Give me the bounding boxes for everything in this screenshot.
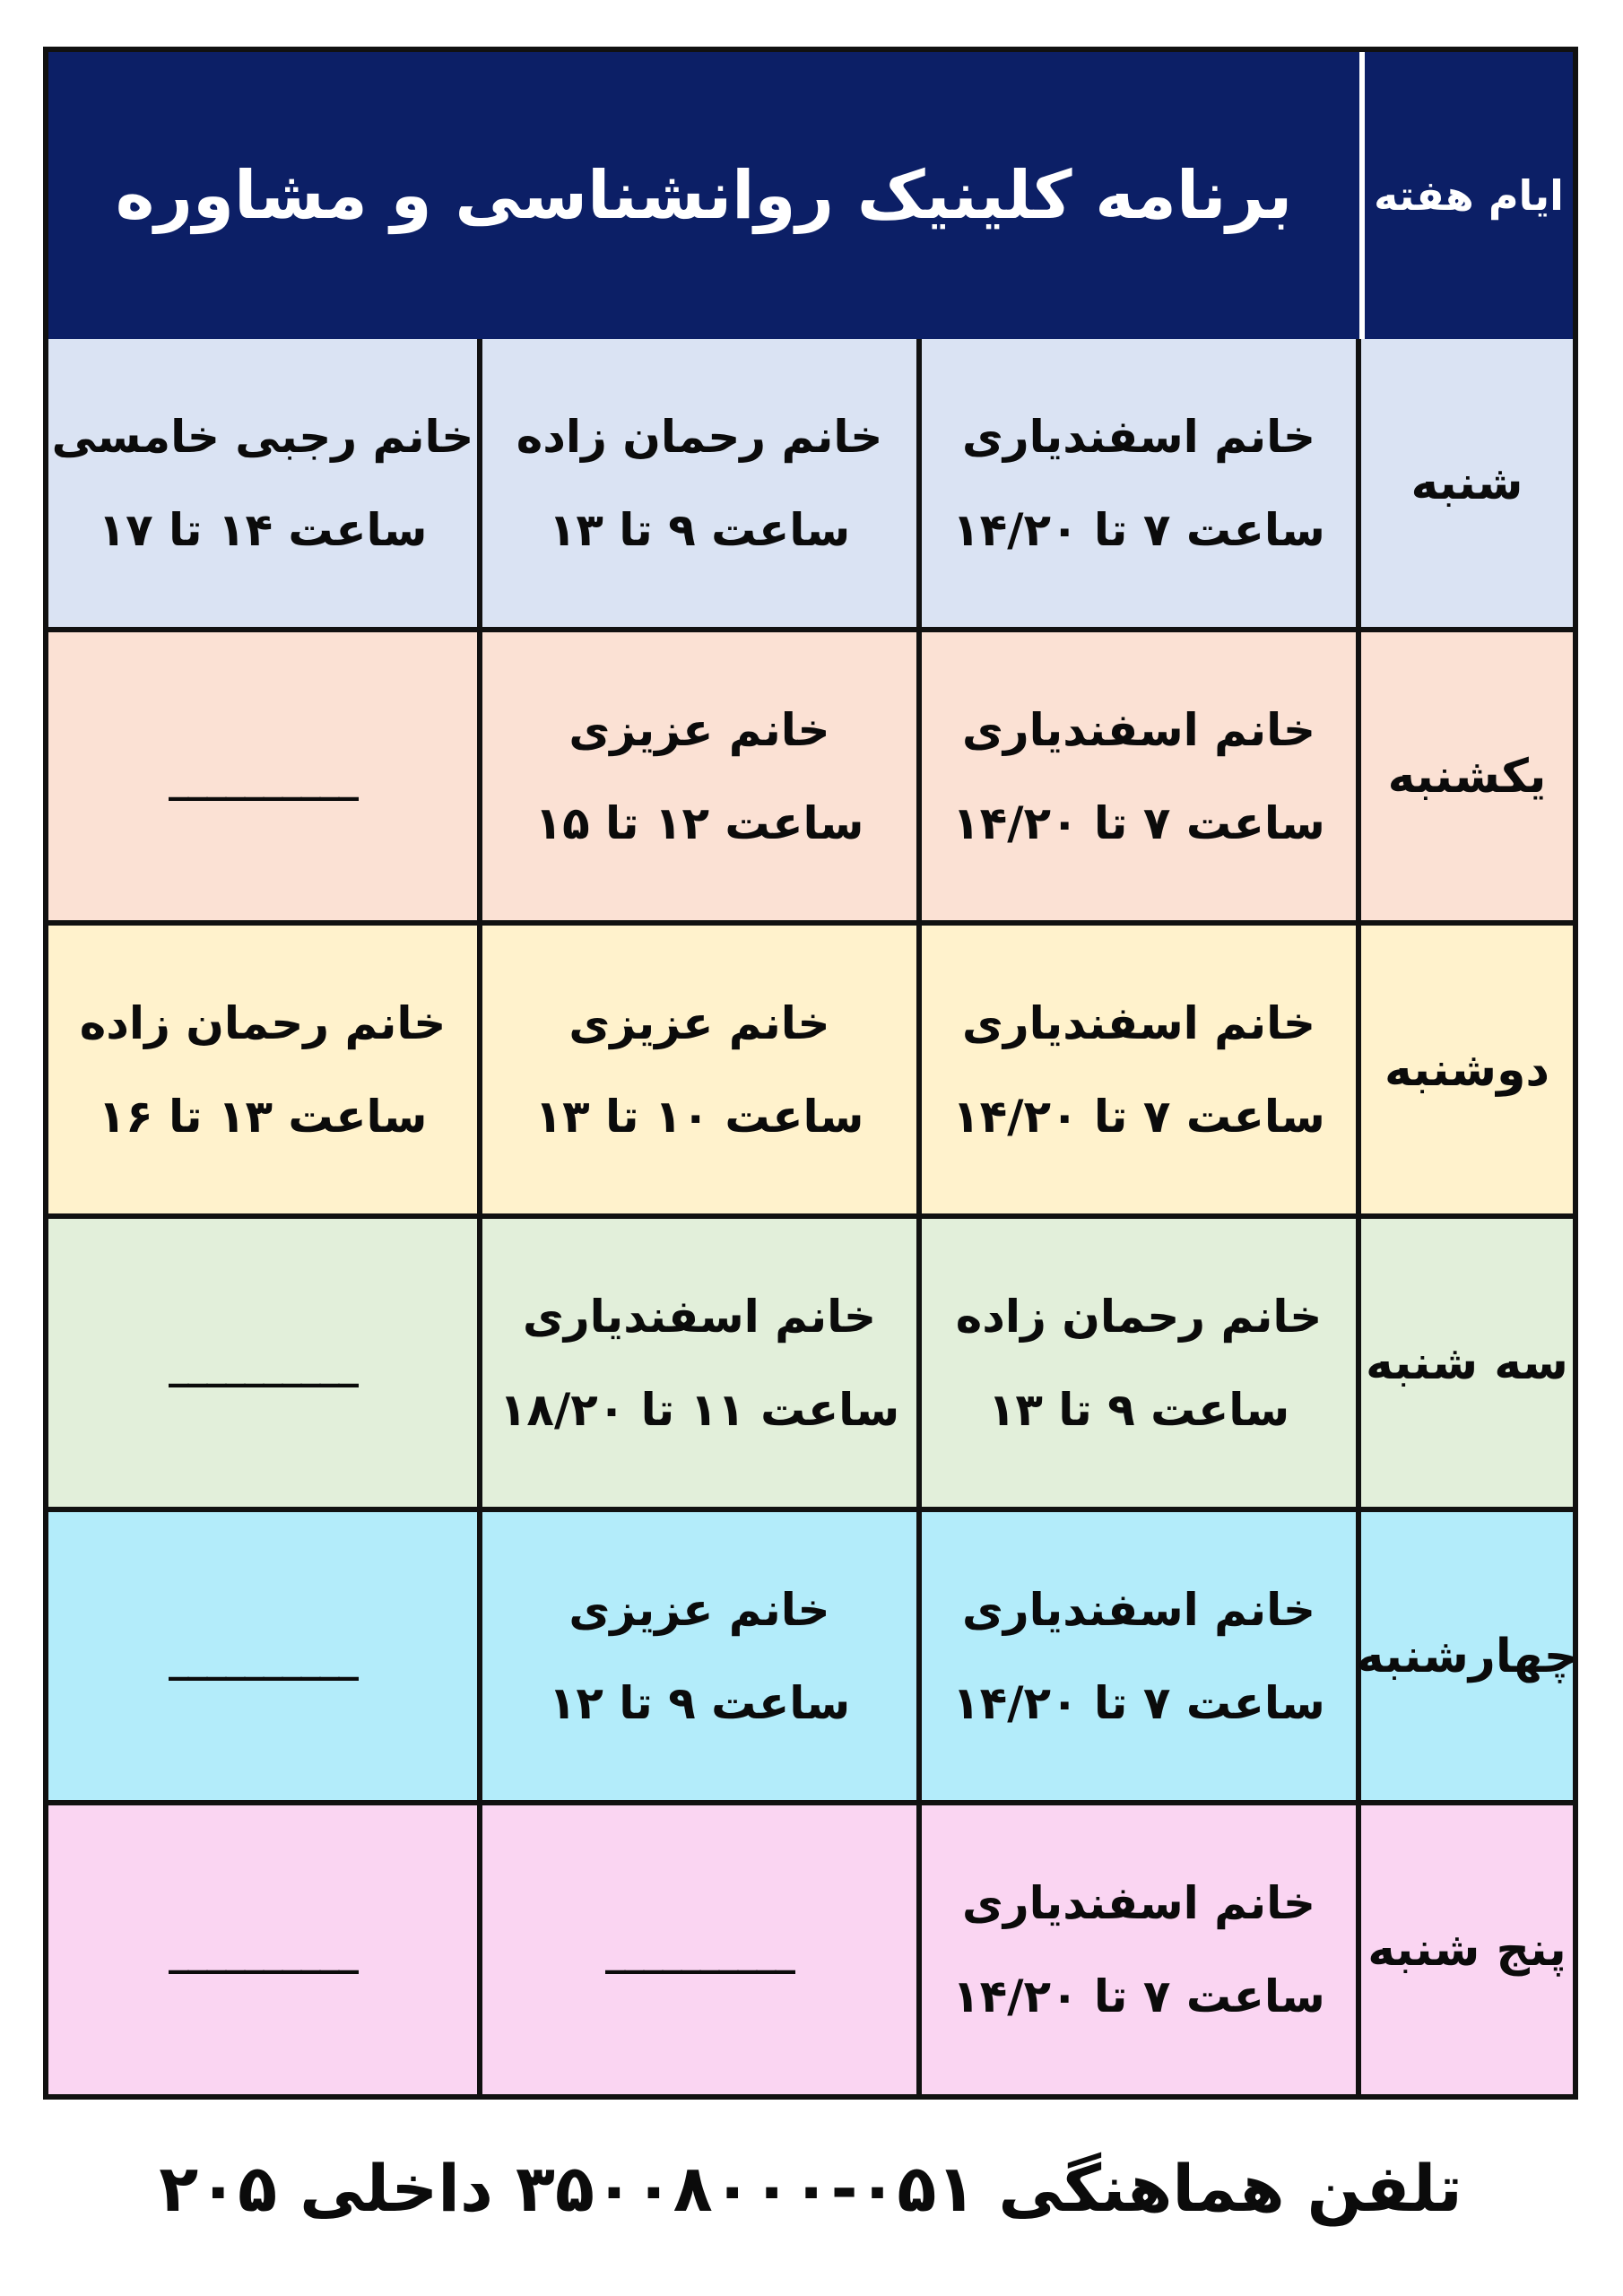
- time-range: ساعت ۱۲ تا ۱۵: [534, 796, 864, 849]
- schedule-cell: [482, 1219, 922, 1507]
- schedule-cell: [48, 926, 482, 1213]
- time-range: ساعت ۹ تا ۱۳: [987, 1383, 1290, 1436]
- table-row: [48, 1512, 1578, 1805]
- time-range: ساعت ۷ تا ۱۴/۲۰: [952, 796, 1325, 849]
- schedule-table: [43, 47, 1578, 2100]
- empty-slot: __________: [605, 1926, 794, 1974]
- counselor-name: خانم رحمان زاده: [516, 410, 883, 463]
- schedule-cell: [922, 1805, 1361, 2094]
- day-label: چهارشنبه: [1356, 1629, 1578, 1683]
- day-label: شنبه: [1410, 456, 1523, 510]
- schedule-cell: [48, 632, 482, 920]
- table-row: [48, 926, 1573, 1219]
- time-range: ساعت ۷ تا ۱۴/۲۰: [952, 503, 1325, 556]
- counselor-name: خانم اسفندیاری: [962, 703, 1315, 756]
- counselor-name: خانم عزیزی: [568, 703, 830, 756]
- day-label: دوشنبه: [1384, 1042, 1550, 1097]
- empty-slot: __________: [169, 1338, 357, 1387]
- table-row: [48, 339, 1573, 632]
- days-column-header: ایام هفته: [1374, 171, 1564, 220]
- counselor-name: خانم اسفندیاری: [962, 996, 1315, 1049]
- time-range: ساعت ۷ تا ۱۴/۲۰: [952, 1676, 1325, 1729]
- time-range: ساعت ۹ تا ۱۳: [548, 503, 851, 556]
- schedule-cell: [48, 1512, 482, 1800]
- counselor-name: خانم عزیزی: [568, 1583, 830, 1636]
- schedule-cell: [482, 1805, 922, 2094]
- time-range: ساعت ۷ تا ۱۴/۲۰: [952, 1970, 1325, 2022]
- schedule-cell: [922, 632, 1361, 920]
- counselor-name: خانم اسفندیاری: [962, 1877, 1315, 1929]
- schedule-cell: [48, 339, 482, 627]
- day-label: یکشنبه: [1387, 749, 1547, 804]
- counselor-name: خانم اسفندیاری: [523, 1290, 876, 1343]
- time-range: ساعت ۹ تا ۱۲: [548, 1676, 851, 1729]
- time-range: ساعت ۷ تا ۱۴/۲۰: [952, 1090, 1325, 1143]
- schedule-cell: [482, 926, 922, 1213]
- empty-slot: __________: [169, 1631, 357, 1681]
- counselor-name: خانم رحمان زاده: [79, 996, 447, 1049]
- time-range: ساعت ۱۱ تا ۱۸/۲۰: [499, 1383, 900, 1436]
- schedule-cell: [922, 926, 1361, 1213]
- day-label: سه شنبه: [1366, 1335, 1568, 1390]
- schedule-cell: [922, 1219, 1361, 1507]
- time-range: ساعت ۱۰ تا ۱۳: [534, 1090, 864, 1143]
- schedule-cell: [922, 1512, 1361, 1800]
- table-row: [48, 632, 1573, 926]
- schedule-cell: [48, 1805, 482, 2094]
- empty-slot: __________: [169, 1926, 357, 1974]
- page-title: برنامه کلینیک روانشناسی و مشاوره: [115, 157, 1293, 234]
- counselor-name: خانم اسفندیاری: [962, 1583, 1315, 1636]
- counselor-name: خانم رجبی خامسی: [51, 410, 474, 463]
- day-label: پنج شنبه: [1367, 1923, 1567, 1977]
- schedule-cell: [482, 1512, 922, 1800]
- schedule-cell: [482, 632, 922, 920]
- table-header: [48, 52, 1573, 344]
- empty-slot: __________: [169, 752, 357, 801]
- counselor-name: خانم عزیزی: [568, 996, 830, 1049]
- table-row: [48, 1805, 1573, 2094]
- schedule-cell: [48, 1219, 482, 1507]
- table-row: [48, 1219, 1573, 1512]
- time-range: ساعت ۱۳ تا ۱۶: [98, 1090, 428, 1143]
- counselor-name: خانم اسفندیاری: [962, 410, 1315, 463]
- schedule-cell: [482, 339, 922, 627]
- schedule-cell: [922, 339, 1361, 627]
- counselor-name: خانم رحمان زاده: [955, 1290, 1323, 1343]
- contact-footer: تلفن هماهنگی ۰۵۱-۳۵۰۰۸۰۰۰ داخلی ۲۰۵: [159, 2151, 1462, 2226]
- time-range: ساعت ۱۴ تا ۱۷: [98, 503, 428, 556]
